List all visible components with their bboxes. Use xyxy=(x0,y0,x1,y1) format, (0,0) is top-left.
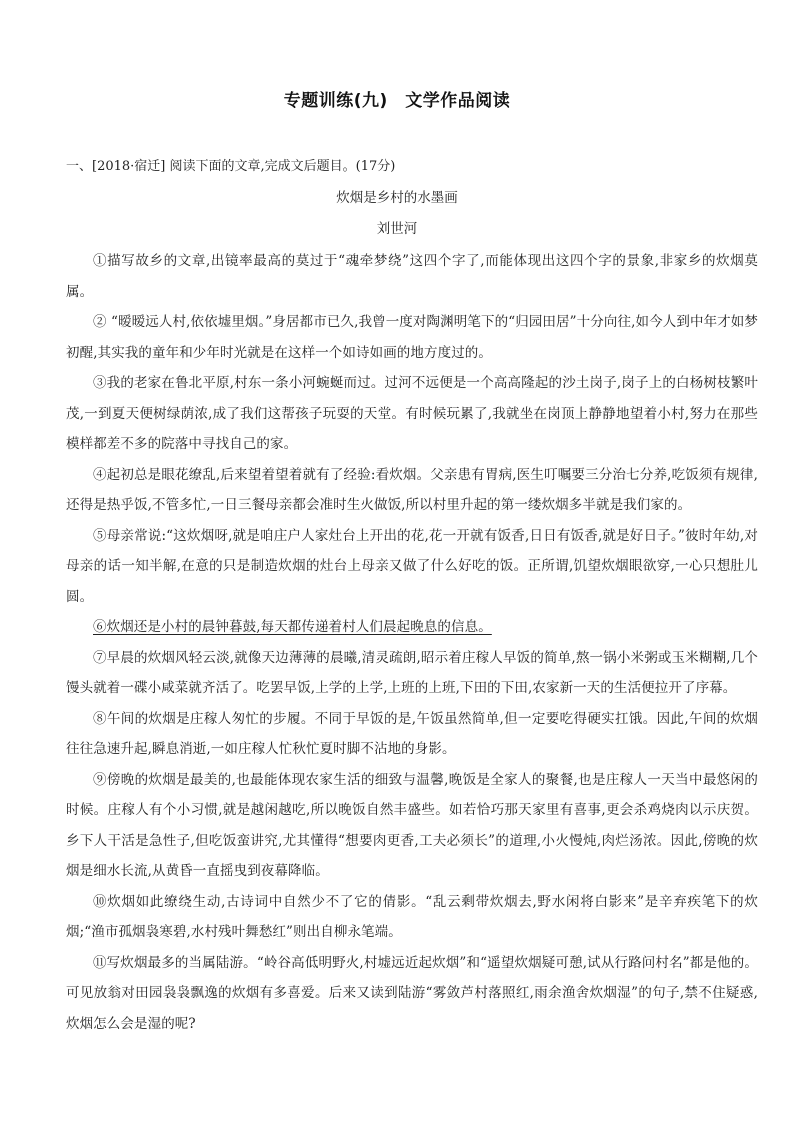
paragraph-10: ⑩炊烟如此缭绕生动,古诗词中自然少不了它的倩影。“乱云剩带炊烟去,野水闲将白影来”是辛弃疾笔下的炊烟;“渔市孤烟袅寒碧,水村残叶舞愁红”则出自柳永笔端。 xyxy=(66,893,758,940)
paragraph-7: ⑦早晨的炊烟风轻云淡,就像天边薄薄的晨曦,清灵疏朗,昭示着庄稼人早饭的简单,熬一锅小米粥或玉米糊糊,几个馒头就着一碟小咸菜就齐活了。吃罢早饭,上学的上学,上班的上班,下田的下田,农家新一天的生活便拉开了序幕。 xyxy=(66,649,758,696)
paragraph-2: ② “暧暧远人村,依依墟里烟。”身居都市已久,我曾一度对陶渊明笔下的“归园田居”十分向往,如今人到中年才如梦初醒,其实我的童年和少年时光就是在这样一个如诗如画的地方度过的。 xyxy=(66,314,758,361)
page-title: 专题训练(九) 文学作品阅读 xyxy=(283,91,511,111)
paragraph-9: ⑨傍晚的炊烟是最美的,也最能体现农家生活的细致与温馨,晚饭是全家人的聚餐,也是庄稼人一天当中最悠闲的时候。庄稼人有个小习惯,就是越闲越吃,所以晚饭自然丰盛些。如若恰巧那天家里有喜事,更会杀鸡烧肉以示庆贺。乡下人干活是急性子,但吃饭蛮讲究,尤其懂得“想要肉更香,工夫必须长”的道理,小火慢炖,肉烂汤浓。因此,傍晚的炊烟是细水长流,从黄昏一直摇曳到夜幕降临。 xyxy=(66,771,758,879)
article-author: 刘世河 xyxy=(376,221,418,237)
paragraph-4: ④起初总是眼花缭乱,后来望着望着就有了经验:看炊烟。父亲患有胃病,医生叮嘱要三分治七分养,吃饭须有规律,还得是热乎饭,不管多忙,一日三餐母亲都会准时生火做饭,所以村里升起的第一缕炊烟多半就是我们家的。 xyxy=(66,466,758,513)
article-body xyxy=(66,246,758,1039)
paragraph-5: ⑤母亲常说:“这炊烟呀,就是咱庄户人家灶台上开出的花,花一开就有饭香,日日有饭香,就是好日子。”彼时年幼,对母亲的话一知半解,在意的只是制造炊烟的灶台上母亲又做了什么好吃的饭。正所谓,饥望炊烟眼欲穿,一心只想肚儿圆。 xyxy=(66,527,758,605)
underlined-sentence: ⑥炊烟还是小村的晨钟暮鼓,每天都传递着村人们晨起晚息的信息。 xyxy=(93,619,492,635)
paragraph-3: ③我的老家在鲁北平原,村东一条小河蜿蜒而过。过河不远便是一个高高隆起的沙土岗子,岗子上的白杨树枝繁叶茂,一到夏天便树绿荫浓,成了我们这帮孩子玩耍的天堂。有时候玩累了,我就坐在岗顶上静静地望着小村,努力在那些模样都差不多的院落中寻找自己的家。 xyxy=(66,375,758,452)
section-heading: 一、[2018·宿迁] 阅读下面的文章,完成文后题目。(17分) xyxy=(66,159,396,174)
article-title: 炊烟是乡村的水墨画 xyxy=(336,190,458,206)
paragraph-1: ①描写故乡的文章,出镜率最高的莫过于“魂牵梦绕”这四个字了,而能体现出这四个字的景象,非家乡的炊烟莫属。 xyxy=(66,253,758,300)
paragraph-6 xyxy=(66,612,758,643)
paragraph-8: ⑧午间的炊烟是庄稼人匆忙的步履。不同于早饭的是,午饭虽然简单,但一定要吃得硬实扛饿。因此,午间的炊烟往往急速升起,瞬息消逝,一如庄稼人忙秋忙夏时脚不沾地的身影。 xyxy=(66,710,758,757)
paragraph-11: ⑪写炊烟最多的当属陆游。“岭谷高低明野火,村墟远近起炊烟”和“遥望炊烟疑可憩,试从行路问村名”都是他的。可见放翁对田园袅袅飘逸的炊烟有多喜爱。后来又读到陆游“雾敛芦村落照红,雨余渔舍炊烟湿”的句子,禁不住疑惑,炊烟怎么会是湿的呢? xyxy=(66,954,758,1032)
